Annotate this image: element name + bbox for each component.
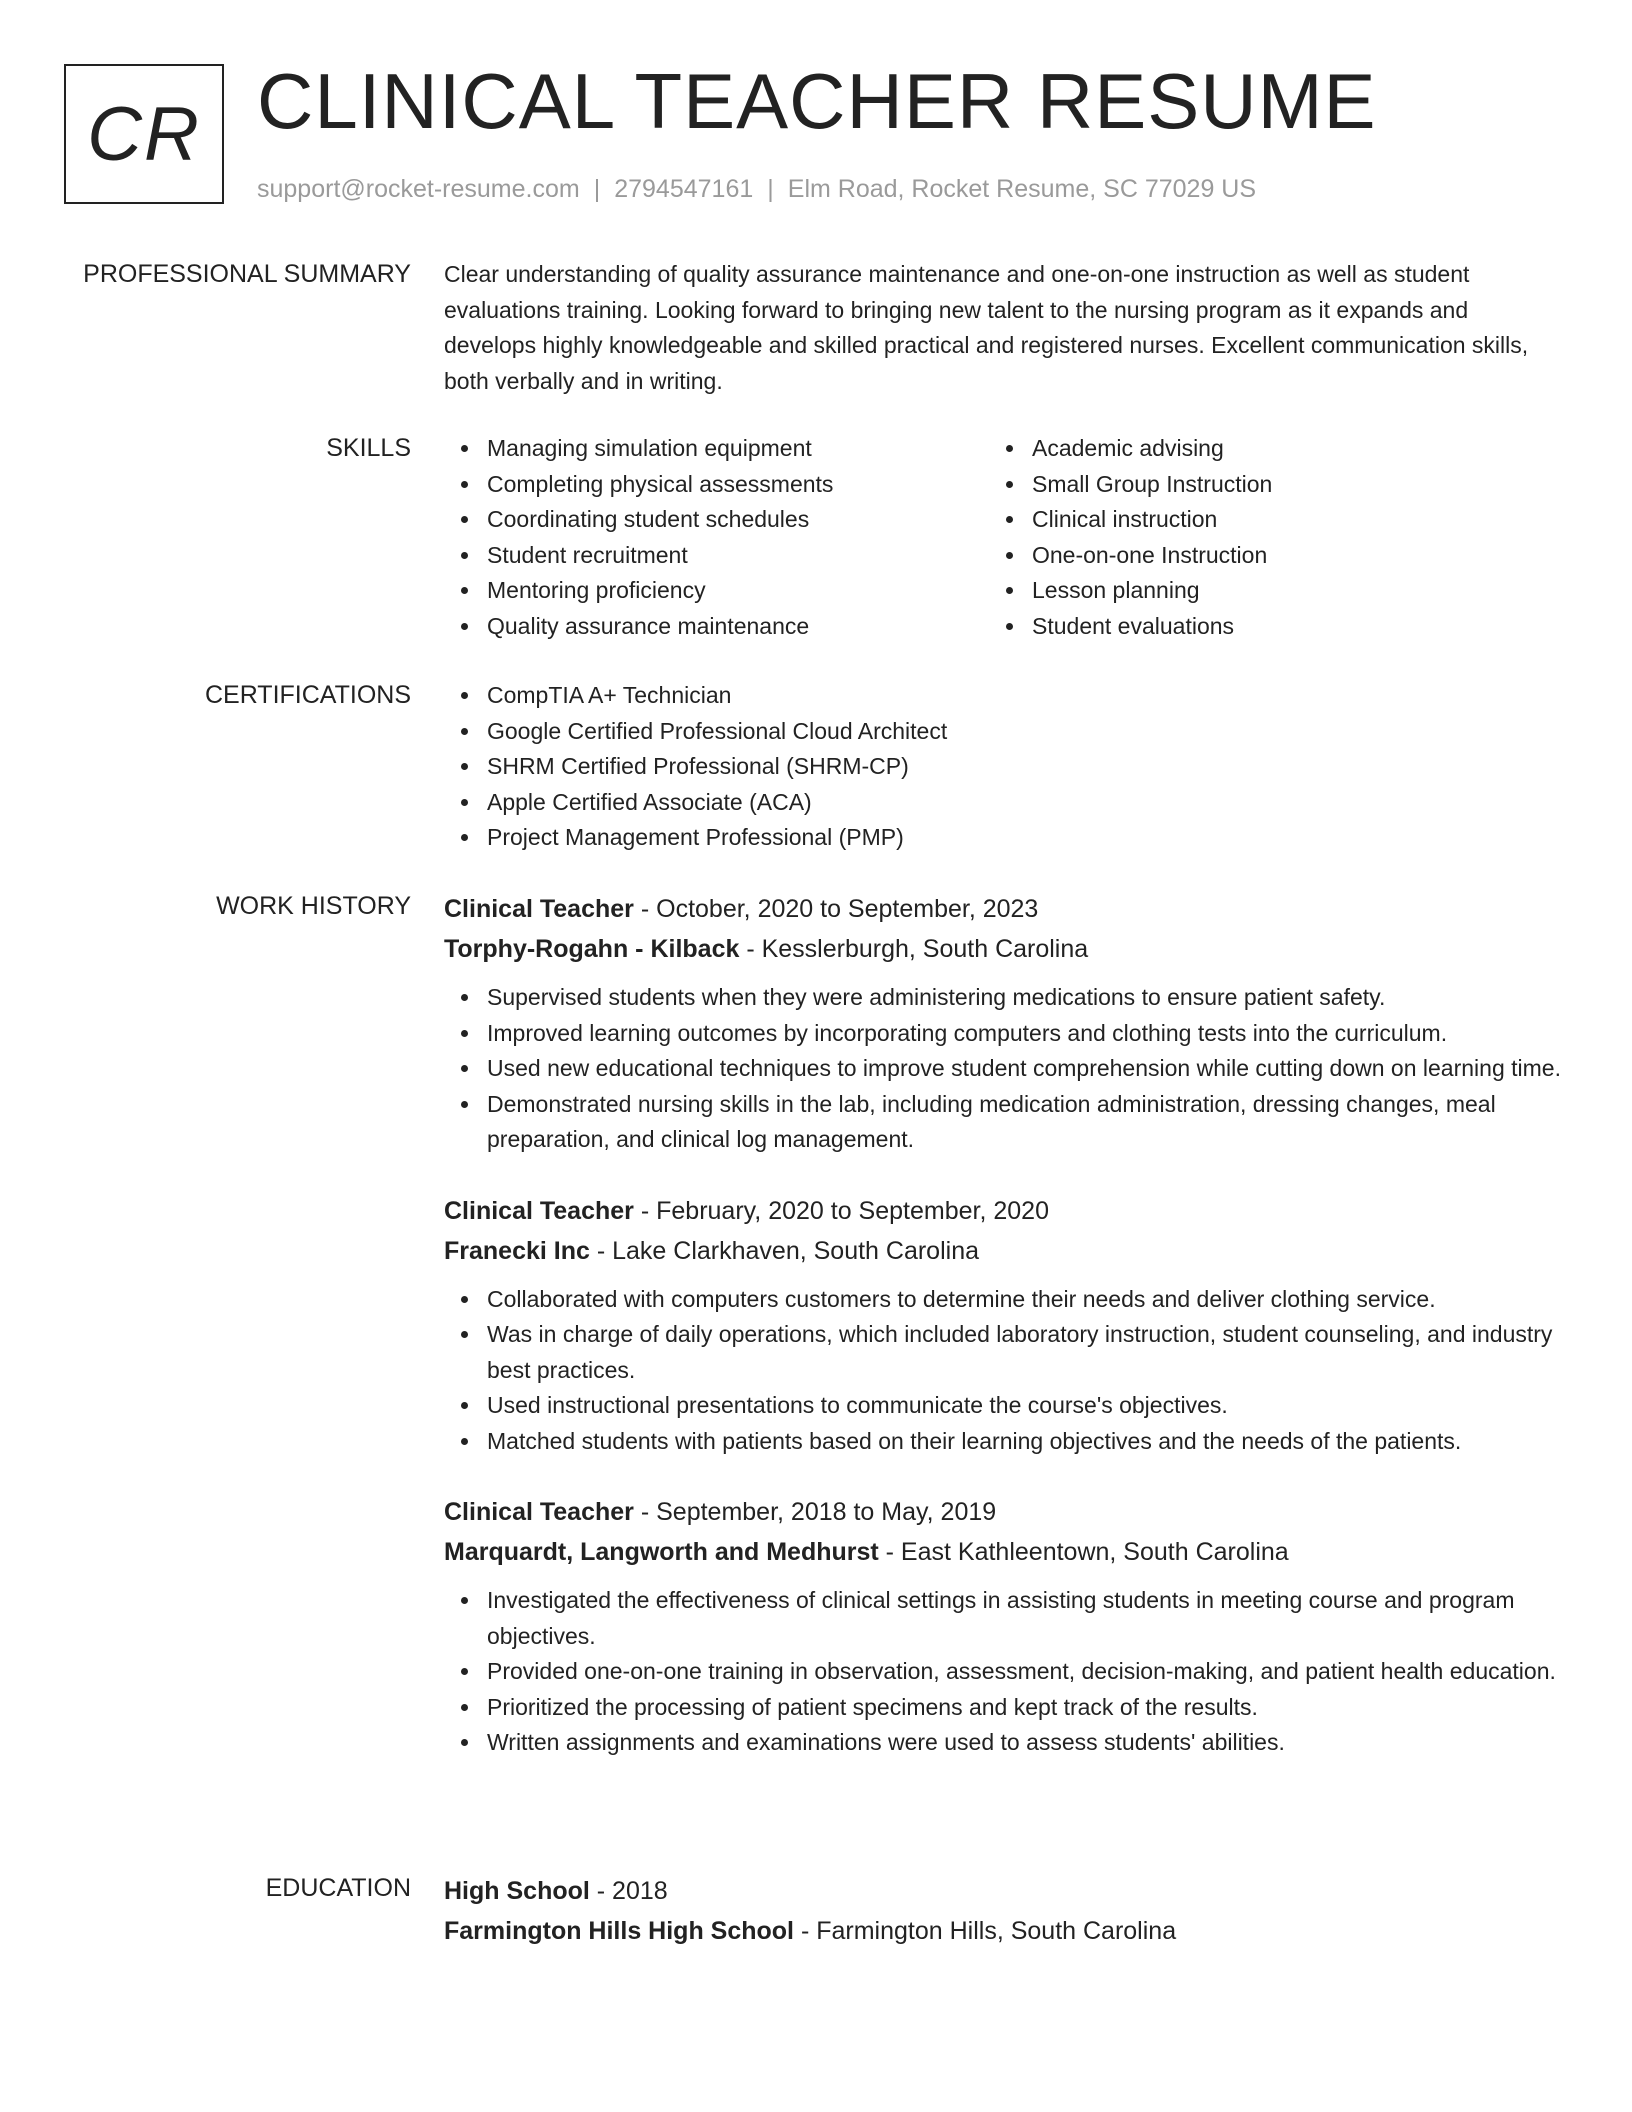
job-duty: Supervised students when they were administering medications to ensure patient safety. [444,980,1564,1016]
skills-list-left [444,431,989,644]
job-duty: Matched students with patients based on their learning objectives and the needs of the patients. [444,1424,1564,1460]
job-duties-list [444,980,1564,1158]
section-label-certifications: CERTIFICATIONS [204,681,411,709]
skill-item: Lesson planning [989,573,1534,609]
job-dates: - October, 2020 to September, 2023 [633,895,1039,923]
job-dates: - September, 2018 to May, 2019 [633,1498,997,1526]
job-duty: Demonstrated nursing skills in the lab, including medication administration, dressing changes, meal preparation, and clinical log management. [444,1087,1564,1158]
job-title: Clinical Teacher [444,1196,634,1225]
job-duties-list [444,1282,1564,1460]
certification-item: Google Certified Professional Cloud Architect [444,714,1564,750]
skill-item: Quality assurance maintenance [444,609,989,645]
contact-phone[interactable]: 2794547161 [614,175,754,203]
education-school: Farmington Hills High School [444,1917,794,1945]
summary-body [444,257,1564,399]
job-title: Clinical Teacher [444,895,634,923]
certifications-body [444,678,1564,856]
job-entry [444,889,1564,1158]
contact-address: Elm Road, Rocket Resume, SC 77029 US [787,175,1257,203]
education-school-line [444,1911,1564,1951]
skill-item: Mentoring proficiency [444,573,989,609]
skill-item: Academic advising [989,431,1534,467]
certification-item: Apple Certified Associate (ACA) [444,785,1564,821]
skill-item: Managing simulation equipment [444,431,989,467]
certification-item: CompTIA A+ Technician [444,678,1564,714]
resume-title: CLINICAL TEACHER RESUME [257,57,1377,145]
education-degree: High School [444,1877,590,1905]
job-duty: Written assignments and examinations were used to assess students' abilities. [444,1725,1564,1761]
section-label-summary: PROFESSIONAL SUMMARY [83,260,411,288]
section-label-work-history: WORK HISTORY [216,892,411,920]
job-duty: Provided one-on-one training in observation, assessment, decision-making, and patient health education. [444,1654,1564,1690]
job-duty: Prioritized the processing of patient specimens and kept track of the results. [444,1690,1564,1726]
job-title-line [444,1492,1564,1532]
section-label-education: EDUCATION [265,1874,411,1902]
job-title-line [444,889,1564,929]
job-title: Clinical Teacher [444,1498,634,1526]
job-location: - East Kathleentown, South Carolina [878,1538,1289,1566]
education-year: - 2018 [589,1877,668,1905]
skill-item: Student recruitment [444,538,989,574]
job-duty: Collaborated with computers customers to determine their needs and deliver clothing service. [444,1282,1564,1318]
job-duties-list [444,1583,1564,1761]
education-degree-line [444,1871,1564,1911]
job-title-line [444,1191,1564,1231]
contact-line [257,172,1256,206]
contact-separator: | [767,175,774,203]
section-label-skills: SKILLS [326,434,411,462]
job-company-line [444,929,1564,969]
certification-item: Project Management Professional (PMP) [444,820,1564,856]
monogram-logo: CR [64,64,224,204]
job-duty: Investigated the effectiveness of clinical settings in assisting students in meeting course and program objectives. [444,1583,1564,1654]
work-history-body [444,889,1564,1761]
job-entry [444,1191,1564,1460]
job-duty: Used instructional presentations to communicate the course's objectives. [444,1388,1564,1424]
education-location: - Farmington Hills, South Carolina [794,1917,1177,1945]
job-company: Torphy-Rogahn - Kilback [444,935,740,963]
skills-body [444,431,1564,644]
education-body [444,1871,1564,1951]
certification-item: SHRM Certified Professional (SHRM-CP) [444,749,1564,785]
job-company: Marquardt, Langworth and Medhurst [444,1538,879,1566]
skills-list-right [989,431,1534,644]
job-dates: - February, 2020 to September, 2020 [633,1196,1049,1225]
contact-separator: | [593,175,601,203]
certifications-list [444,678,1564,856]
summary-text: Clear understanding of quality assurance maintenance and one-on-one instruction as well as student evaluations training. Looking forward to bringing new talent to the nursing program as it expands and develops highly knowledgeable and skilled practical and registered nurses. Excellent communication skills, both verbally and in writing. [444,261,1529,394]
job-location: - Lake Clarkhaven, South Carolina [589,1236,980,1265]
skill-item: Clinical instruction [989,502,1534,538]
skill-item: Small Group Instruction [989,467,1534,503]
job-company: Franecki Inc [444,1236,590,1265]
skill-item: One-on-one Instruction [989,538,1534,574]
skill-item: Student evaluations [989,609,1534,645]
job-entry [444,1492,1564,1761]
job-company-line [444,1532,1564,1572]
job-company-line [444,1231,1564,1271]
job-duty: Used new educational techniques to improve student comprehension while cutting down on learning time. [444,1051,1564,1087]
skill-item: Completing physical assessments [444,467,989,503]
job-duty: Was in charge of daily operations, which included laboratory instruction, student counseling, and industry best practices. [444,1317,1564,1388]
job-location: - Kesslerburgh, South Carolina [739,935,1089,963]
contact-email[interactable]: support@rocket-resume.com [257,175,580,203]
skill-item: Coordinating student schedules [444,502,989,538]
job-duty: Improved learning outcomes by incorporating computers and clothing tests into the curriculum. [444,1016,1564,1052]
